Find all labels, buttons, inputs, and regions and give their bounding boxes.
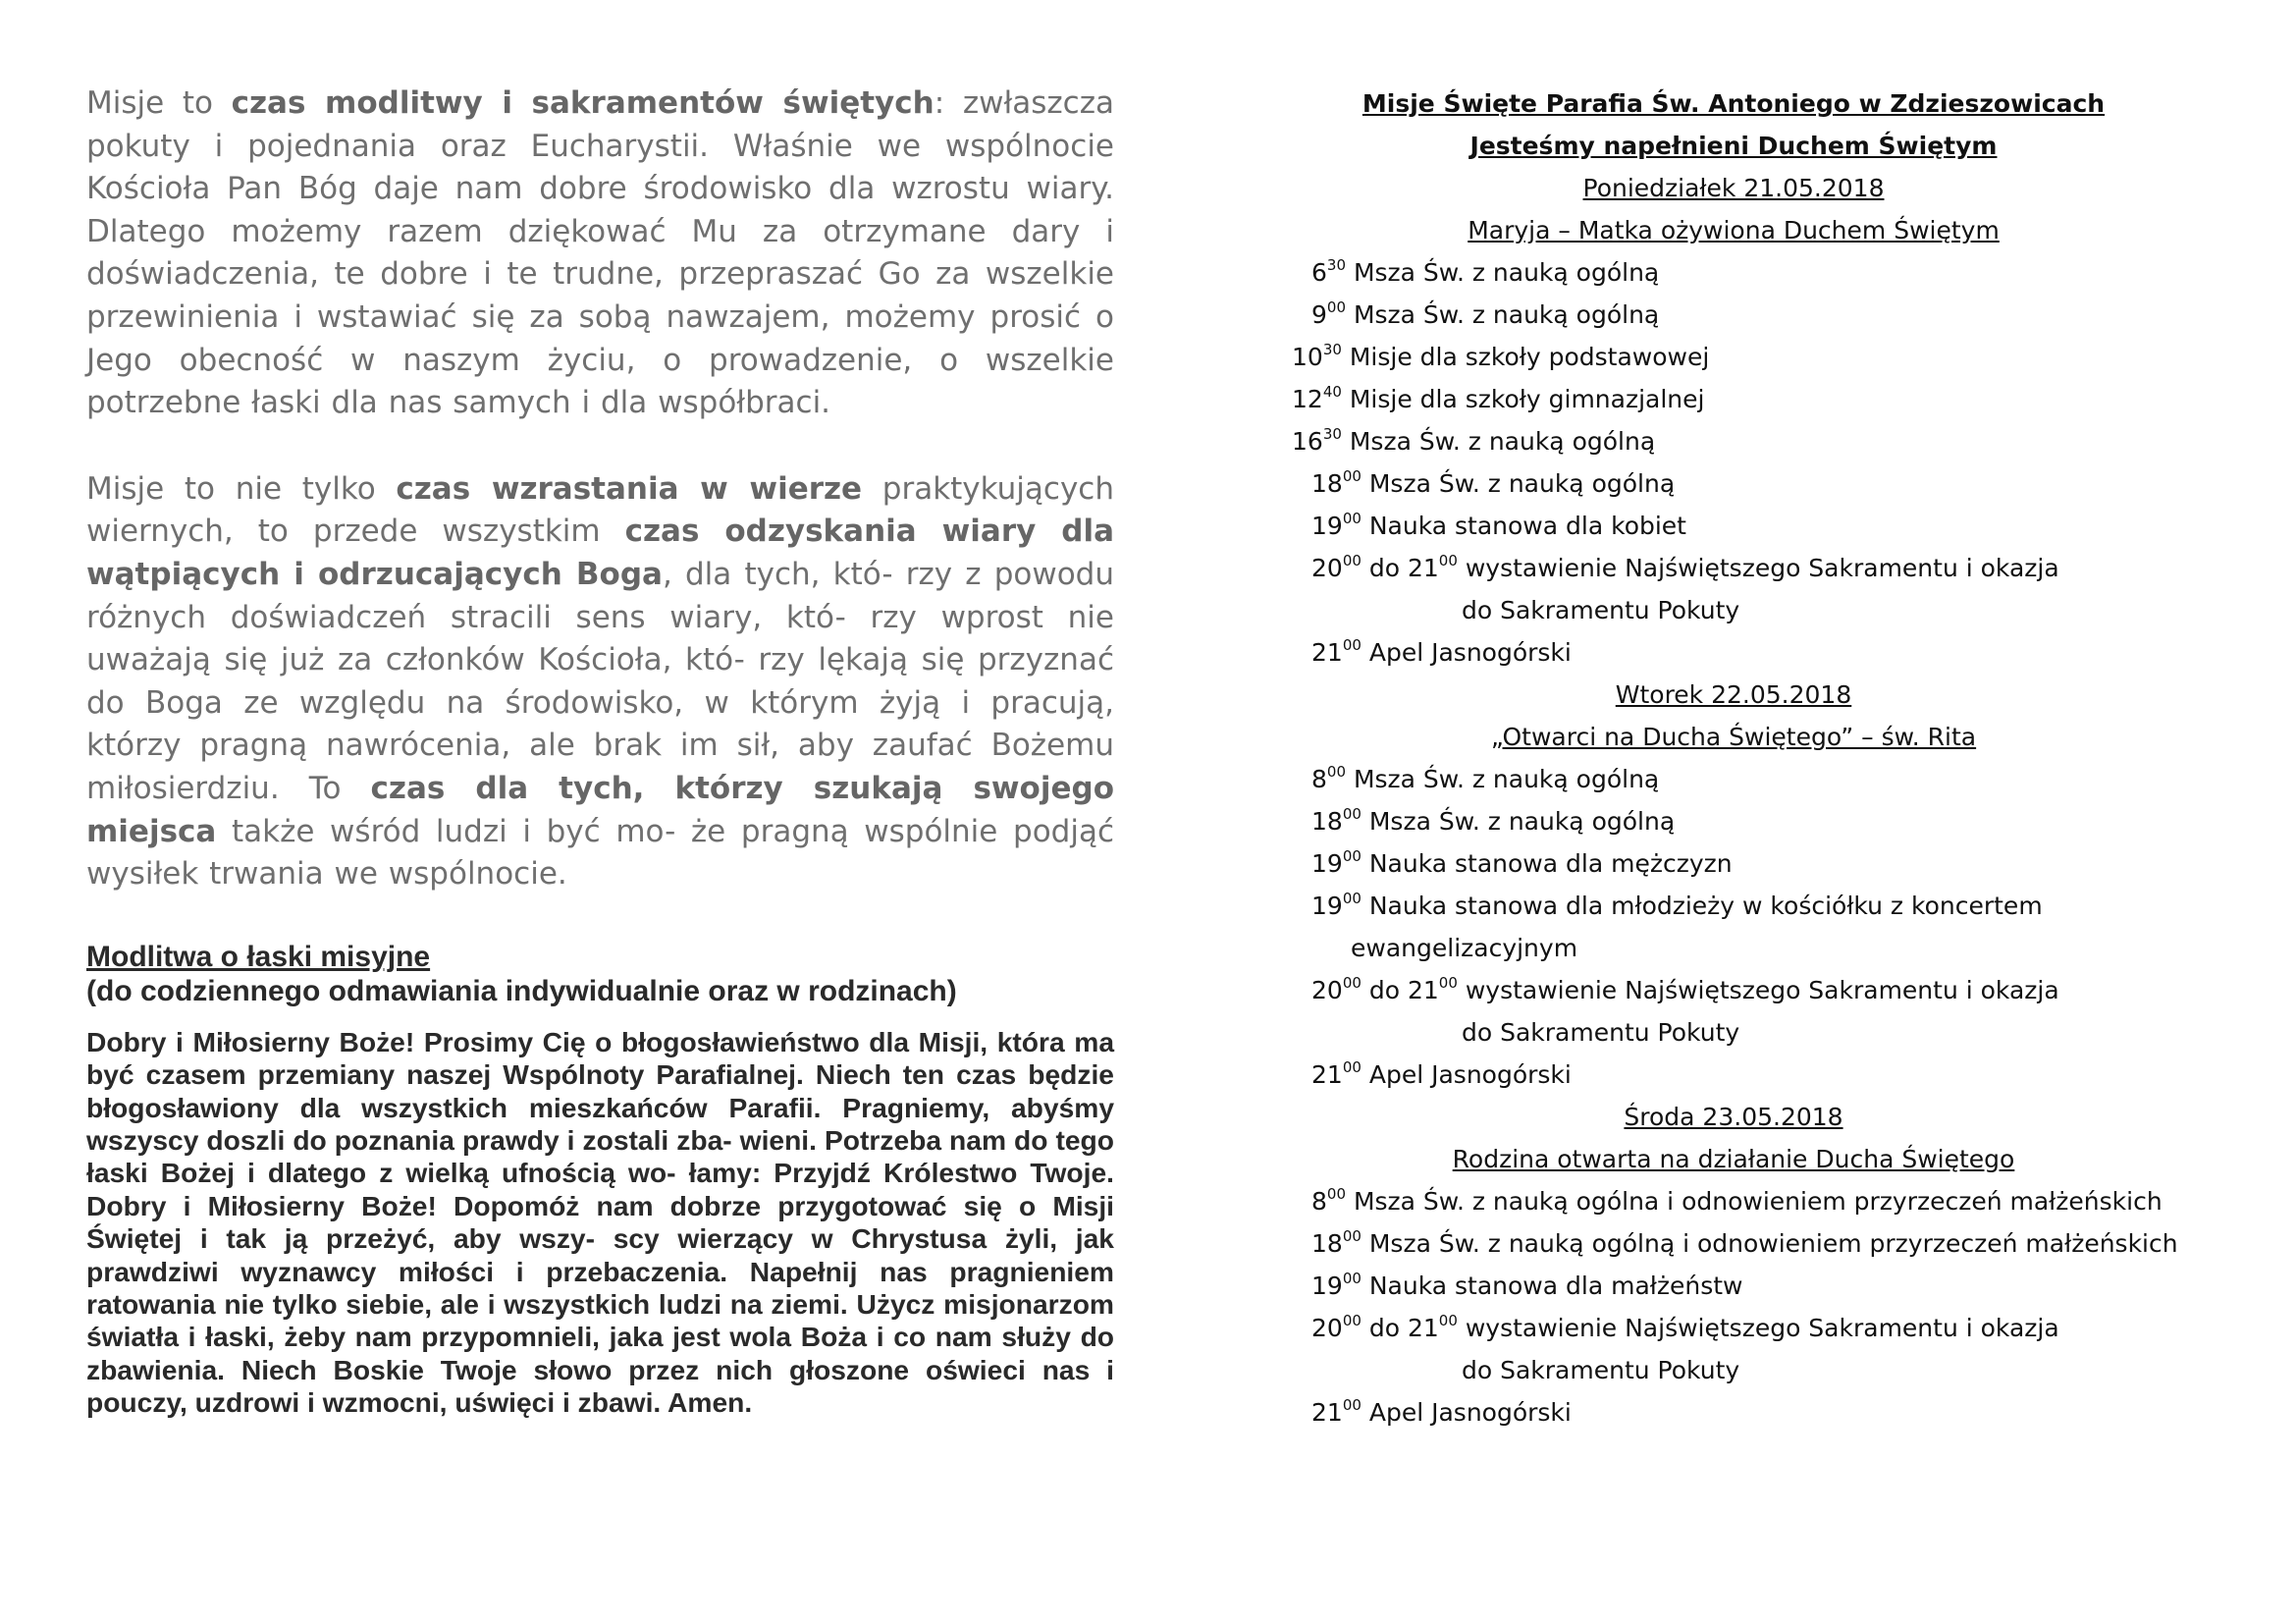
entry-hour: 8 <box>1311 1187 1327 1216</box>
schedule-entry <box>1292 842 2175 885</box>
entry-to: do <box>1361 554 1408 582</box>
entry-minutes: 00 <box>1342 509 1362 527</box>
entry-text: Apel Jasnogórski <box>1361 1060 1572 1089</box>
entry-continuation: do Sakramentu Pokuty <box>1462 596 1740 624</box>
entry-hour-end: 21 <box>1407 554 1439 582</box>
entry-minutes: 00 <box>1342 1395 1362 1414</box>
intro-text: Misje to <box>86 85 232 121</box>
entry-text: Nauka stanowa dla młodzieży w kościółku z koncertem <box>1361 892 2043 920</box>
schedule-entry <box>1292 758 2175 800</box>
intro-paragraph-2 <box>86 468 1114 896</box>
entry-hour: 12 <box>1292 385 1323 413</box>
entry-text: Nauka stanowa dla kobiet <box>1361 512 1686 540</box>
entry-hour: 19 <box>1311 1272 1343 1300</box>
entry-minutes: 00 <box>1342 1057 1362 1076</box>
entry-text: Nauka stanowa dla mężczyzn <box>1361 849 1733 878</box>
entry-continuation: ewangelizacyjnym <box>1351 934 1578 962</box>
intro-text: : zwłaszcza pokuty i pojednania oraz Eucharystii. Właśnie we wspólnocie Kościoła Pan Bóg daje nam dobre środowisko dla wzrostu wiary. Dlatego możemy razem dziękować Mu za otrzymane dary i doświadczenia, te dobre i te trudne, przepraszać Go za wszelkie przewinienia i wstawiać się za sobą nawzajem, możemy prosić o Jego obecność w naszym życiu, o prowadzenie, o wszelkie potrzebne łaski dla nas samych i dla współbraci. <box>86 85 1114 421</box>
left-column <box>86 82 1114 1420</box>
intro-text: praktykujących wiernych, to przede wszystkim <box>86 470 1114 550</box>
schedule-entry <box>1292 969 2175 1011</box>
entry-hour: 18 <box>1311 807 1343 836</box>
entry-text: wystawienie Najświętszego Sakramentu i okazja <box>1457 1314 2059 1342</box>
entry-text: Msza Św. z nauką ogólną <box>1361 807 1676 836</box>
intro-paragraph-1 <box>86 82 1114 425</box>
entry-to: do <box>1361 1314 1408 1342</box>
entry-hour: 10 <box>1292 343 1323 371</box>
entry-text: Misje dla szkoły podstawowej <box>1341 343 1710 371</box>
schedule-entry <box>1292 800 2175 842</box>
entry-minutes: 00 <box>1342 846 1362 865</box>
schedule-day <box>1292 1096 2178 1434</box>
day-theme: „Otwarci na Ducha Świętego” – św. Rita <box>1490 723 1977 751</box>
entry-minutes: 00 <box>1326 298 1346 316</box>
entry-hour: 20 <box>1311 554 1343 582</box>
entry-hour: 18 <box>1311 1229 1343 1258</box>
entry-minutes: 00 <box>1342 1226 1362 1245</box>
schedule-entry <box>1292 1180 2175 1222</box>
entry-hour: 21 <box>1311 1398 1343 1427</box>
prayer-body: Dobry i Miłosierny Boże! Prosimy Cię o błogosławieństwo dla Misji, która ma być czasem przemiany naszej Wspólnoty Parafialnej. Niech ten czas będzie błogosławiony dla wszystkich mieszkańców Parafii. Pragniemy, abyśmy wszyscy doszli do poznania prawdy i zostali zba- wieni. Potrzeba nam do tego łaski Bożej i dlatego z wielką ufnością wo- łamy: Przyjdź Królestwo Twoje. Dobry i Miłosierny Boże! Dopomóż nam dobrze przygotować się o Misji Świętej i tak ją przeżyć, aby wszy- scy wierzący w Chrystusa żyli, jak prawdziwi wyznawcy miłości i przebaczenia. Napełnij nas pragnieniem ratowania nie tylko siebie, ale i wszystkich ludzi na ziemi. Użycz misjonarzom światła i łaski, żeby nam przypomnieli, jaka jest wola Boża i co nam służy do zbawienia. Niech Boskie Twoje słowo przez nich głoszone oświeci nas i pouczy, uzdrowi i wzmocni, uświęci i zbawi. Amen. <box>86 1025 1114 1419</box>
intro-text: , dla tych, któ- rzy z powodu różnych doświadczeń stracili sens wiary, któ- rzy wprost nie uważają się już za członków Kościoła, któ- rzy lękają się przyznać do Boga ze względu na środowisko, w którym żyją i pracują, którzy pragną nawrócenia, ale brak im sił, aby zaufać Bożemu miłosierdziu. To <box>86 556 1114 806</box>
entry-text: Msza Św. z nauką ogólną <box>1361 469 1676 498</box>
entry-minutes: 00 <box>1342 1269 1362 1287</box>
entry-text: Apel Jasnogórski <box>1361 1398 1572 1427</box>
intro-text: także wśród ludzi i być mo- że pragną wspólnie podjąć wysiłek trwania we wspólnocie. <box>86 813 1114 893</box>
entry-minutes-end: 00 <box>1438 973 1458 992</box>
schedule-column <box>1292 82 2178 1434</box>
day-date: Środa 23.05.2018 <box>1624 1103 1843 1131</box>
schedule-entry <box>1292 1054 2175 1096</box>
prayer-subtitle: (do codziennego odmawiania indywidualnie oraz w rodzinach) <box>86 974 957 1007</box>
entry-minutes: 00 <box>1326 762 1346 781</box>
entry-hour: 20 <box>1311 1314 1343 1342</box>
schedule-entry <box>1292 378 2175 420</box>
schedule-entry <box>1292 336 2175 378</box>
entry-text: Nauka stanowa dla małżeństw <box>1361 1272 1743 1300</box>
entry-text: Apel Jasnogórski <box>1361 638 1572 667</box>
day-theme: Maryja – Matka ożywiona Duchem Świętym <box>1468 216 2000 244</box>
entry-continuation: do Sakramentu Pokuty <box>1462 1018 1740 1047</box>
intro-emphasis: czas odzyskania wiary dla wątpiących i odrzucających Boga <box>86 514 1114 592</box>
entry-minutes: 30 <box>1326 255 1346 274</box>
entry-text: wystawienie Najświętszego Sakramentu i okazja <box>1457 976 2059 1004</box>
schedule-entry <box>1292 505 2175 547</box>
entry-text: Misje dla szkoły gimnazjalnej <box>1341 385 1705 413</box>
intro-text: Misje to nie tylko <box>86 470 397 507</box>
entry-text: Msza Św. z nauką ogólna i odnowieniem przyrzeczeń małżeńskich <box>1346 1187 2163 1216</box>
schedule-entry <box>1292 547 2175 589</box>
entry-hour: 16 <box>1292 427 1323 456</box>
schedule-entry <box>1292 1265 2175 1307</box>
entry-text: Msza Św. z nauką ogólną <box>1346 258 1660 287</box>
prayer-title: Modlitwa o łaski misyjne <box>86 940 431 973</box>
schedule-entry <box>1292 294 2175 336</box>
entry-text: Msza Św. z nauką ogólną <box>1346 765 1660 793</box>
schedule-subtitle: Jesteśmy napełnieni Duchem Świętym <box>1469 132 1998 160</box>
entry-hour: 8 <box>1311 765 1327 793</box>
schedule-title: Misje Święte Parafia Św. Antoniego w Zdzieszowicach <box>1362 89 2106 118</box>
entry-hour: 20 <box>1311 976 1343 1004</box>
entry-text: wystawienie Najświętszego Sakramentu i okazja <box>1457 554 2059 582</box>
intro-emphasis: czas wzrastania w wierze <box>396 470 863 507</box>
entry-hour: 19 <box>1311 892 1343 920</box>
schedule-entry <box>1292 1222 2178 1265</box>
schedule-days <box>1292 167 2178 1434</box>
entry-hour: 19 <box>1311 849 1343 878</box>
entry-continuation: do Sakramentu Pokuty <box>1462 1356 1740 1384</box>
entry-hour-end: 21 <box>1407 976 1439 1004</box>
intro-emphasis: czas modlitwy i sakramentów świętych <box>231 85 934 121</box>
schedule-entry <box>1292 1391 2175 1434</box>
entry-text: Msza Św. z nauką ogólną <box>1341 427 1656 456</box>
entry-minutes: 00 <box>1342 551 1362 569</box>
entry-hour: 18 <box>1311 469 1343 498</box>
day-date: Poniedziałek 21.05.2018 <box>1582 174 1885 202</box>
entry-minutes: 30 <box>1322 424 1342 443</box>
entry-hour-end: 21 <box>1407 1314 1439 1342</box>
entry-minutes: 30 <box>1322 340 1342 358</box>
entry-to: do <box>1361 976 1408 1004</box>
schedule-entry <box>1292 631 2175 674</box>
entry-text: Msza Św. z nauką ogólną i odnowieniem przyrzeczeń małżeńskich <box>1361 1229 2178 1258</box>
entry-minutes-end: 00 <box>1438 551 1458 569</box>
entry-minutes: 40 <box>1322 382 1342 401</box>
schedule-entry <box>1292 1307 2175 1349</box>
schedule-entry <box>1292 462 2175 505</box>
entry-minutes-end: 00 <box>1438 1311 1458 1329</box>
entry-hour: 6 <box>1311 258 1327 287</box>
entry-hour: 21 <box>1311 1060 1343 1089</box>
entry-minutes: 00 <box>1342 1311 1362 1329</box>
schedule-entry <box>1292 885 2175 927</box>
intro-emphasis: czas dla tych, którzy szukają swojego miejsca <box>86 770 1114 849</box>
entry-text: Msza Św. z nauką ogólną <box>1346 300 1660 329</box>
entry-hour: 21 <box>1311 638 1343 667</box>
prayer-heading <box>86 940 1114 1008</box>
entry-minutes: 00 <box>1342 973 1362 992</box>
day-theme: Rodzina otwarta na działanie Ducha Świętego <box>1452 1145 2015 1173</box>
schedule-day <box>1292 674 2175 1096</box>
entry-hour: 9 <box>1311 300 1327 329</box>
entry-minutes: 00 <box>1326 1184 1346 1203</box>
entry-minutes: 00 <box>1342 889 1362 907</box>
schedule-entry <box>1292 420 2175 462</box>
entry-hour: 19 <box>1311 512 1343 540</box>
day-date: Wtorek 22.05.2018 <box>1615 680 1852 709</box>
entry-minutes: 00 <box>1342 466 1362 485</box>
entry-minutes: 00 <box>1342 635 1362 654</box>
entry-minutes: 00 <box>1342 804 1362 823</box>
schedule-day <box>1292 167 2175 674</box>
schedule-entry <box>1292 251 2175 294</box>
